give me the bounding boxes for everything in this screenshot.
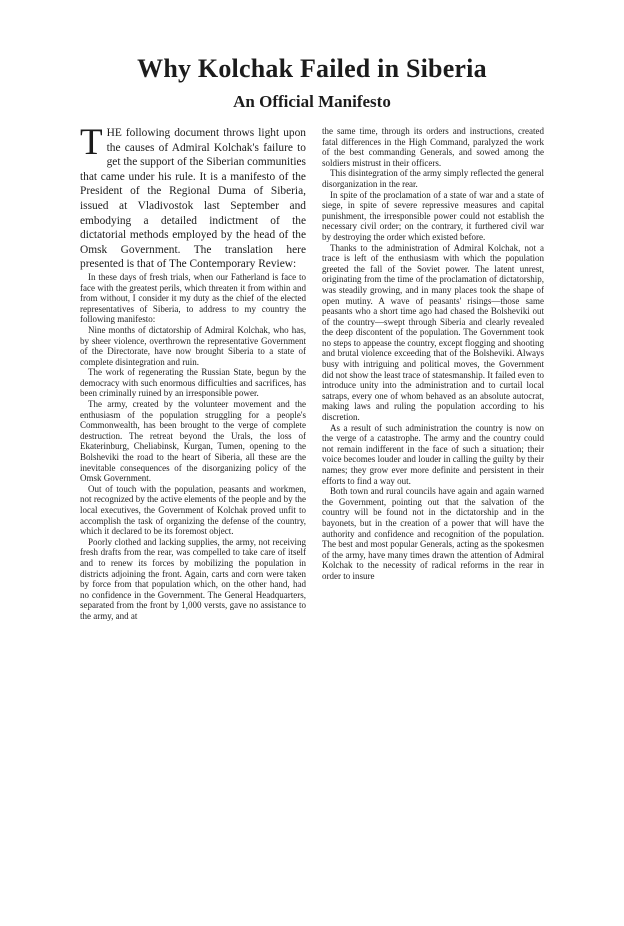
drop-cap: T (80, 122, 103, 163)
body-paragraph: Out of touch with the population, peasants and workmen, not recognized by the active elements of the people and by the local executives, the Government of Kolchak proved unfit to accomplish the task of organizing the defense of the country, which it declared to be its foremost object. (80, 483, 306, 537)
body-paragraph: the same time, through its orders and instructions, created fatal differences in the High Command, paralyzed the work of the best commanding Generals, and sowed among the soldiers mistrust in their officers. (322, 126, 544, 168)
body-paragraph: Nine months of dictatorship of Admiral Kolchak, who has, by sheer violence, overthrown the representative Government of the Directorate, have now brought Siberia to a state of complete disintegration and ruin. (80, 324, 306, 367)
body-paragraph: This disintegration of the army simply reflected the general disorganization in the rear. (322, 168, 544, 189)
body-paragraph: The army, created by the volunteer movement and the enthusiasm of the population struggling for a people's Commonwealth, has been brought to the verge of complete destruction. The retreat beyond the Urals, the loss of Ekaterinburg, Cheliabinsk, Kurgan, Tumen, opening to the Bolsheviki the road to the heart of Siberia, all these are the inevitable consequences of the disorganizing policy of the Omsk Government. (80, 399, 306, 484)
body-paragraph: In these days of fresh trials, when our Fatherland is face to face with the greatest perils, which threaten it from within and from without, I consider it my duty as the chief of the elected representatives of Siberia, to address to my country the following manifesto: (80, 271, 306, 325)
article-title: Why Kolchak Failed in Siberia (137, 54, 487, 83)
body-paragraph: Poorly clothed and lacking supplies, the army, not receiving fresh drafts from the rear, was compelled to take care of itself and to renew its forces by mobilizing the population in districts adjoining the front. Again, carts and corn were taken by force from that population which, on the other hand, had no confidence in the Government. The General Headquarters, separated from the front by 1,000 versts, gave no assistance to the army, and at (80, 536, 306, 621)
body-paragraph: The work of regenerating the Russian State, begun by the democracy with such enormous difficulties and sacrifices, has been criminally ruined by an irresponsible power. (80, 367, 306, 399)
body-paragraph: Both town and rural councils have again and again warned the Government, pointing out that the salvation of the country will be found not in the dictatorship and in the bayonets, but in the creation of a power that will have the authority and confidence and recognition of the population. The best and most popular Generals, acting as the spokesmen of the army, have many times drawn the attention of Admiral Kolchak to the necessity of radical reforms in the rear in order to insure (322, 486, 544, 581)
article-subtitle: An Official Manifesto (233, 92, 391, 111)
intro-paragraph (80, 122, 306, 272)
body-paragraph: Thanks to the administration of Admiral Kolchak, not a trace is left of the enthusiasm with which the population greeted the fall of the Soviet power. The latent unrest, originating from the time of the proclamation of dictatorship, was steadily growing, and in many places took the shape of open mutiny. A wave of peasants' risings—those same peasants who a short time ago had chased the Bolsheviki out of the country—swept through Siberia and clearly revealed the deep discontent of the population. The Government took no steps to appease the country, except flogging and shooting and brutal violence exceeding that of the Bolsheviki. Always busy with intriguing and political moves, the Government did not show the least trace of statesmanship. It failed even to introduce unity into the administration and to curtail local satraps, every one of whom behaved as an absolute autocrat, making laws and ruling the population according to his discretion. (322, 242, 544, 423)
right-column (322, 126, 544, 582)
intro-text: HE following document throws light upon the causes of Admiral Kolchak's failure to get the support of the Siberian communities that came under his rule. It is a manifesto of the President of the Regional Duma of Siberia, issued at Vladivostok last September and embodying a detailed indictment of the dictatorial methods employed by the head of the Omsk Government. The translation here presented is that of The Contemporary Review: (80, 127, 306, 271)
body-paragraph: As a result of such administration the country is now on the verge of a catastrophe. The army and the country could not remain indifferent in the face of such a situation; their voice becomes louder and louder in calling the guilty by their names; they grow ever more definite and persistent in their efforts to find a way out. (322, 422, 544, 486)
body-paragraph: In spite of the proclamation of a state of war and a state of siege, in spite of severe repressive measures and capital punishment, the irresponsible power could not establish the necessary civil order; on the contrary, it furthered civil war by destroying the order which existed before. (322, 189, 544, 242)
left-column (80, 122, 306, 622)
